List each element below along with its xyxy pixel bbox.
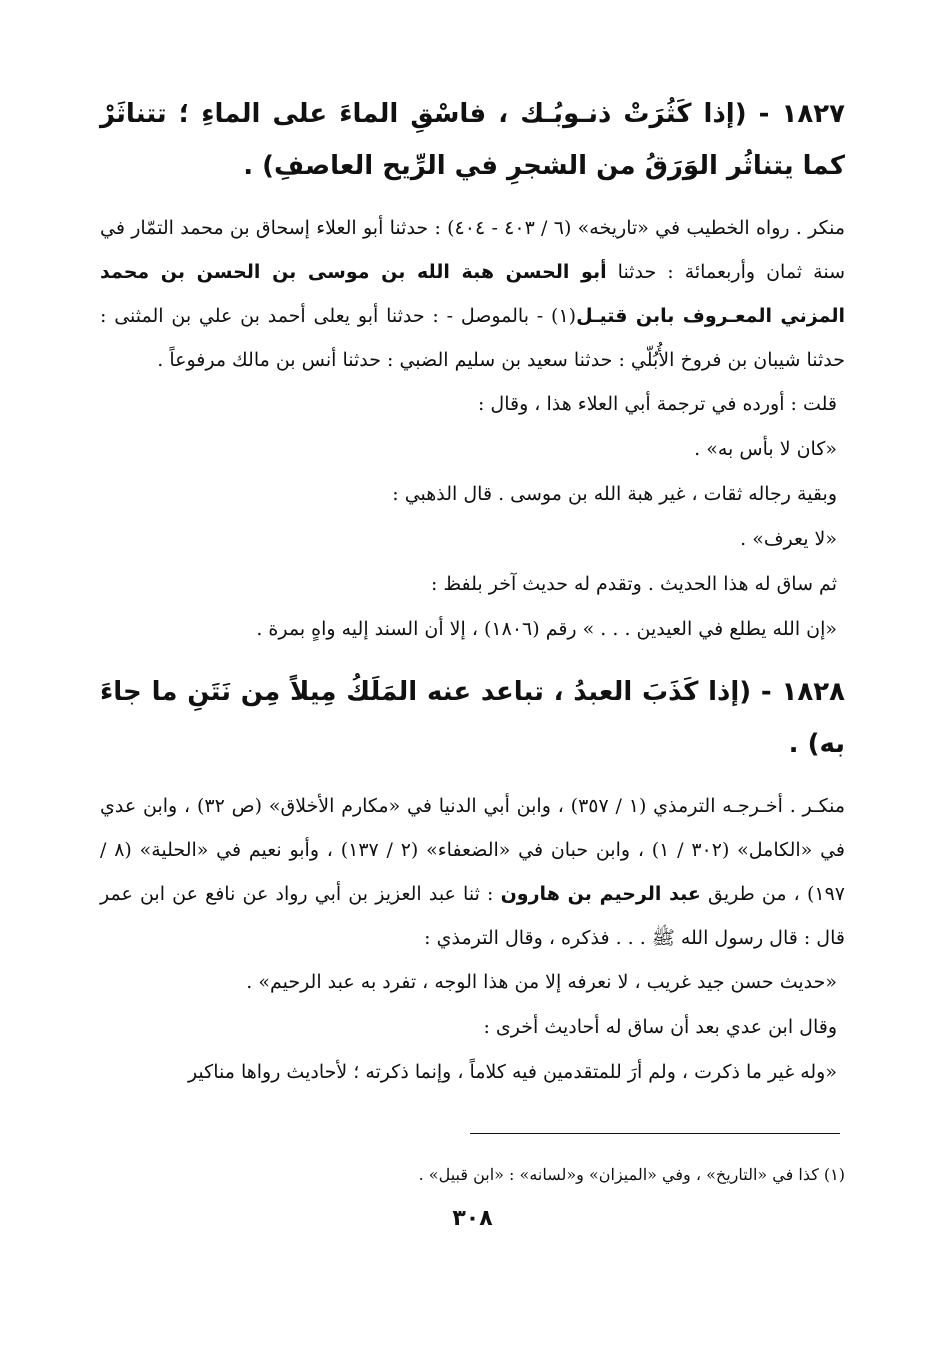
hadith-1827-takhrij <box>100 206 845 382</box>
hadith-1827-quote-2: «لا يعرف» . <box>740 528 837 550</box>
page-number: ٣٠٨ <box>452 1206 493 1231</box>
hadith-1827-quote-3: «إن الله يطلع في العيدين . . . » رقم (١٨٠٦) ، إلا أن السند إليه واهٍ بمرة . <box>256 618 837 640</box>
narrator-abdurrahim: عبد الرحيم بن هارون <box>500 883 701 905</box>
hadith-1827-title: ١٨٢٧ - (إذا كَثُرَتْ ذنـوبُـك ، فاسْقِ الماءَ على الماءِ ؛ تتناثَرْ كما يتناثُر الوَرَقُ من الشجرِ في الرِّيح العاصفِ) . <box>100 99 845 181</box>
hadith-1827-takhrij-text: منكر . رواه الخطيب في «تاريخه» (٦ / ٤٠٣ - ٤٠٤) : حدثنا أبو العلاء إسحاق بن محمد التمّار في سنة ثمان وأربعمائة : حدثنا <box>100 217 846 283</box>
narrator-hibatullah: أبو الحسن هبة الله بن موسى بن الحسن بن محمد المزني المعـروف بابن قتيـل <box>100 261 845 327</box>
page-body <box>100 88 845 1095</box>
hadith-1827-note-2: وبقية رجاله ثقات ، غير هبة الله بن موسى . قال الذهبي : <box>392 483 837 505</box>
hadith-1827-quote-1: «كان لا بأس به» . <box>694 438 837 460</box>
hadith-1828-quote-1: «حديث حسن جيد غريب ، لا نعرفه إلا من هذا الوجه ، تفرد به عبد الرحيم» . <box>246 971 837 993</box>
hadith-1827-note-1: قلت : أورده في ترجمة أبي العلاء هذا ، وقال : <box>477 393 837 415</box>
hadith-1828-title: ١٨٢٨ - (إذا كَذَبَ العبدُ ، تباعد عنه المَلَكُ مِيلاً مِن نَتَنِ ما جاءَ به) . <box>100 677 845 759</box>
hadith-1828-takhrij-text: منكـر . أخـرجـه الترمذي (١ / ٣٥٧) ، وابن أبي الدنيا في «مكارم الأخلاق» (ص ٣٢) ، وابن عدي في «الكامل» (٣٠٢ / ١) ، وابن حبان في «الضعفاء» (٢ / ١٣٧) ، وأبو نعيم في «الحلية» (٨ / ١٩٧) ، من طريق <box>100 795 846 905</box>
hadith-1828-takhrij-rest: : ثنا عبد العزيز بن أبي رواد عن نافع عن ابن عمر قال : قال رسول الله ﷺ . . . فذكره ، وقال الترمذي : <box>100 883 845 949</box>
hadith-1828-takhrij <box>100 784 845 960</box>
footnote-separator <box>470 1133 840 1134</box>
hadith-1828-quote-2: «وله غير ما ذكرت ، ولم أرَ للمتقدمين فيه كلاماً ، وإنما ذكرته ؛ لأحاديث رواها مناكير <box>187 1061 837 1083</box>
hadith-1827-takhrij-rest: (١) - بالموصل - : حدثنا أبو يعلى أحمد بن علي بن المثنى : حدثنا شيبان بن فروخ الأُبُلّي : حدثنا سعيد بن سليم الضبي : حدثنا أنس بن مالك مرفوعاً . <box>100 305 845 371</box>
hadith-1828-note-1: وقال ابن عدي بعد أن ساق له أحاديث أخرى : <box>483 1016 837 1038</box>
hadith-1827-note-3: ثم ساق له هذا الحديث . وتقدم له حديث آخر بلفظ : <box>431 573 837 595</box>
footnote-1: (١) كذا في «التاريخ» ، وفي «الميزان» و«لسانه» : «ابن قبيل» . <box>418 1165 845 1184</box>
